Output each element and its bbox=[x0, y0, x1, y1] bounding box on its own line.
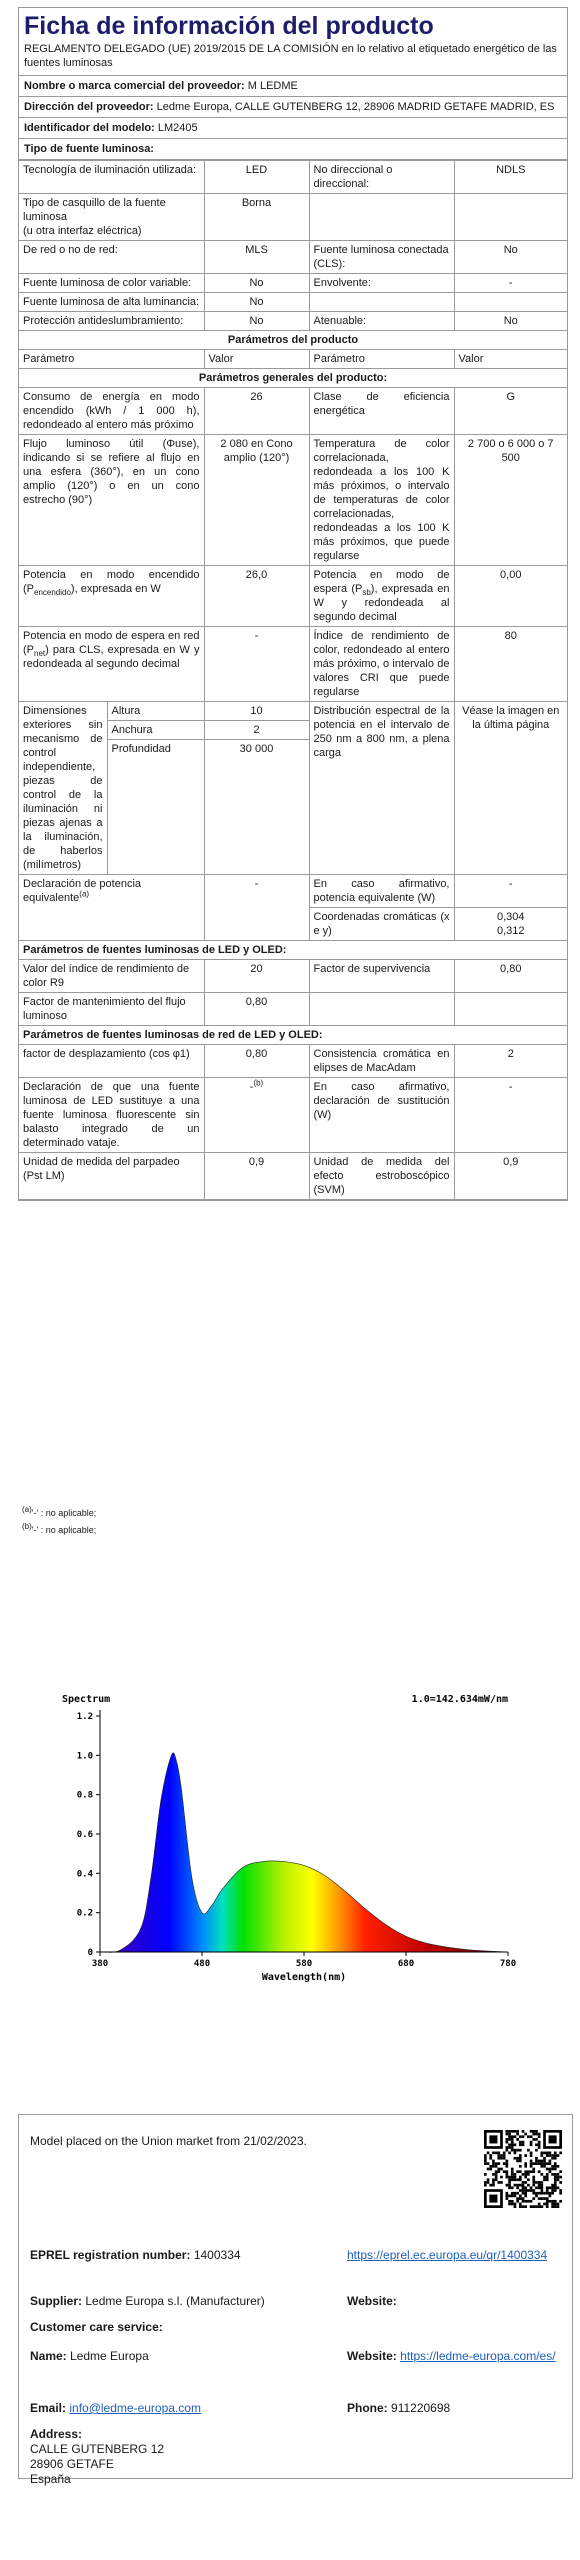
spec-table bbox=[19, 160, 567, 1200]
care-website-link[interactable]: https://ledme-europa.com/es/ bbox=[400, 2349, 556, 2363]
spd-value: Véase la imagen en la última página bbox=[454, 702, 567, 875]
market-date-text: Model placed on the Union market from 21/02/2023. bbox=[30, 2134, 307, 2148]
x-tick-label: 380 bbox=[91, 1959, 109, 1969]
coord-label: Coordenadas cromáticas (x e y) bbox=[309, 908, 454, 941]
source-type-row bbox=[19, 194, 567, 241]
r9-label: Valor del índice de rendimiento de color R9 bbox=[19, 960, 204, 993]
y-tick-label: 1.2 bbox=[76, 1712, 93, 1722]
source-value-2 bbox=[454, 293, 567, 312]
source-label-2 bbox=[309, 194, 454, 241]
x-axis-label: Wavelength(nm) bbox=[261, 1972, 347, 1983]
consumo-value: 26 bbox=[204, 388, 309, 435]
footnote-b: $^{(b)}$'-' : no aplicable; bbox=[22, 1522, 97, 1535]
x-tick-label: 580 bbox=[295, 1959, 313, 1969]
sust-value: -$^{(b)}$ bbox=[204, 1078, 309, 1153]
col-value-1: Valor bbox=[204, 350, 309, 369]
col-param-1: Parámetro bbox=[19, 350, 204, 369]
supplier-brand-value: M LEDME bbox=[247, 80, 298, 92]
pot-net-value: - bbox=[204, 627, 309, 702]
website-label: Website: bbox=[347, 2294, 397, 2308]
spectrum-chart bbox=[60, 1680, 520, 2020]
y-tick-label: 0.6 bbox=[76, 1830, 93, 1840]
afirm-label: En caso afirmativo, potencia equivalente (W) bbox=[309, 875, 454, 908]
supplier-address-row bbox=[19, 97, 567, 118]
svm-label: Unidad de medida del efecto estroboscópico (SVM) bbox=[309, 1153, 454, 1200]
eprel-reg-value: 1400334 bbox=[193, 2248, 241, 2262]
source-type-row bbox=[19, 293, 567, 312]
source-label-2: No direccional o direccional: bbox=[309, 161, 454, 194]
pot-on-value: 26,0 bbox=[204, 566, 309, 627]
product-params-title: Parámetros del producto bbox=[19, 331, 567, 350]
temp-value: 2 700 o 6 000 o 7 500 bbox=[454, 435, 567, 566]
x-tick-label: 780 bbox=[499, 1959, 517, 1969]
desp-value: 0,80 bbox=[204, 1045, 309, 1078]
supplier-address-value: Ledme Europa, CALLE GUTENBERG 12, 28906 MADRID GETAFE MADRID, ES bbox=[156, 101, 555, 113]
model-id-row bbox=[19, 118, 567, 139]
source-label-2 bbox=[309, 293, 454, 312]
spd-label: Distribución espectral de la potencia en el intervalo de 250 nm a 800 nm, a plena carga bbox=[309, 702, 454, 875]
source-value-2: No bbox=[454, 241, 567, 274]
page-title: Ficha de información del producto bbox=[24, 12, 434, 40]
coord-value: 0,304 0,312 bbox=[454, 908, 567, 941]
pot-net-label: Potencia en modo de espera en red $(P_{net})$ para CLS, expresada en W y redondeada al segundo decimal bbox=[19, 627, 204, 702]
y-tick-label: 0.2 bbox=[76, 1908, 93, 1919]
consist-label: Consistencia cromática en elipses de MacAdam bbox=[309, 1045, 454, 1078]
dimensions-label: Dimensiones exteriores sin mecanismo de control independiente, piezas de control de la iluminación ni piezas ajenas a la iluminación, de haberlos (milímetros) bbox=[19, 702, 107, 874]
sust-afirm-value: - bbox=[454, 1078, 567, 1153]
cri-value: 80 bbox=[454, 627, 567, 702]
surv-label: Factor de supervivencia bbox=[309, 960, 454, 993]
source-value: MLS bbox=[204, 241, 309, 274]
maint-label: Factor de mantenimiento del flujo luminoso bbox=[19, 993, 204, 1026]
source-value: Borna bbox=[204, 194, 309, 241]
eprel-panel bbox=[18, 2114, 573, 2486]
cri-label: Índice de rendimiento de color, redondeado al entero más próximo, o intervalo de valores CRI que puede regularse bbox=[309, 627, 454, 702]
eprel-reg: EPREL registration number: 1400334 bbox=[30, 2248, 241, 2262]
pst-value: 0,9 bbox=[204, 1153, 309, 1200]
svm-value: 0,9 bbox=[454, 1153, 567, 1200]
clase-label: Clase de eficiencia energética bbox=[309, 388, 454, 435]
care-name: Name: Ledme Europa bbox=[30, 2349, 149, 2363]
footnotes bbox=[22, 1505, 96, 1539]
dim-ancho-value: 2 bbox=[205, 721, 309, 740]
source-label: Fuente luminosa de color variable: bbox=[19, 274, 204, 293]
product-information-sheet bbox=[18, 7, 568, 1201]
r9-value: 20 bbox=[204, 960, 309, 993]
source-label: Tipo de casquillo de la fuente luminosa (u otra interfaz eléctrica) bbox=[19, 194, 204, 241]
customer-care-label: Customer care service: bbox=[30, 2320, 163, 2334]
source-label-2: Fuente luminosa conectada (CLS): bbox=[309, 241, 454, 274]
dim-alto-label: Altura bbox=[107, 702, 204, 721]
consist-value: 2 bbox=[454, 1045, 567, 1078]
supplier-brand-label: Nombre o marca comercial del proveedor: bbox=[24, 80, 245, 92]
y-tick-label: 1.0 bbox=[76, 1751, 93, 1762]
qr-code-icon[interactable] bbox=[484, 2130, 562, 2208]
source-value-2: NDLS bbox=[454, 161, 567, 194]
afirm-value: - bbox=[454, 875, 567, 908]
chart-annotation: 1.0=142.634mW/nm bbox=[411, 1694, 508, 1705]
flujo-label: Flujo luminoso útil (Φuse), indicando si se refiere al flujo en una esfera (360°), en un cono amplio (120°) o en un cono estrecho (90°) bbox=[19, 435, 204, 566]
x-tick-label: 480 bbox=[193, 1959, 211, 1969]
care-email: Email: info@ledme-europa.com bbox=[30, 2401, 201, 2415]
source-label: Tecnología de iluminación utilizada: bbox=[19, 161, 204, 194]
pot-sb-label: Potencia en modo de espera $(P_{sb})$, expresada en W y redondeada al segundo decimal bbox=[309, 566, 454, 627]
model-id-label: Identificador del modelo: bbox=[24, 122, 155, 134]
source-type-row bbox=[19, 274, 567, 293]
source-value: No bbox=[204, 312, 309, 331]
care-address: Address: CALLE GUTENBERG 12 28906 GETAFE España bbox=[30, 2427, 165, 2486]
surv-value: 0,80 bbox=[454, 960, 567, 993]
regulation-text: REGLAMENTO DELEGADO (UE) 2019/2015 DE LA COMISIÓN en lo relativo al etiquetado energético de las fuentes luminosas bbox=[19, 42, 567, 76]
source-value-2: - bbox=[454, 274, 567, 293]
source-value-2 bbox=[454, 194, 567, 241]
source-value: No bbox=[204, 293, 309, 312]
desp-label: factor de desplazamiento (cos φ1) bbox=[19, 1045, 204, 1078]
general-params-heading: Parámetros generales del producto: bbox=[19, 369, 567, 388]
source-label-2: Envolvente: bbox=[309, 274, 454, 293]
clase-value: G bbox=[454, 388, 567, 435]
eprel-qr-link[interactable]: https://eprel.ec.europa.eu/qr/1400334 bbox=[347, 2248, 548, 2262]
pot-on-label: Potencia en modo encendido $(P_{encendido})$, expresada en W bbox=[19, 566, 204, 627]
source-type-heading: Tipo de fuente luminosa: bbox=[19, 139, 567, 160]
dimensions-cell bbox=[19, 702, 204, 875]
y-tick-label: 0.4 bbox=[76, 1869, 93, 1880]
dim-prof-label: Profundidad bbox=[111, 743, 171, 755]
source-value: No bbox=[204, 274, 309, 293]
source-label: Protección antideslumbramiento: bbox=[19, 312, 204, 331]
supplier-address-label: Dirección del proveedor: bbox=[24, 101, 154, 113]
dim-alto-value: 10 bbox=[205, 702, 309, 721]
source-type-row bbox=[19, 161, 567, 194]
dim-prof-value: 30 000 bbox=[239, 743, 274, 755]
source-value-2: No bbox=[454, 312, 567, 331]
supplier-line: Supplier: Ledme Europa s.l. (Manufacturer) bbox=[30, 2294, 265, 2308]
source-type-row bbox=[19, 312, 567, 331]
led-params-heading: Parámetros de fuentes luminosas de LED y OLED: bbox=[19, 941, 567, 960]
col-param-2: Parámetro bbox=[309, 350, 454, 369]
care-website: Website: https://ledme-europa.com/es/ bbox=[347, 2349, 556, 2363]
spectrum-area bbox=[100, 1753, 508, 1953]
supplier-brand-row bbox=[19, 76, 567, 97]
pot-sb-value: 0,00 bbox=[454, 566, 567, 627]
source-value: LED bbox=[204, 161, 309, 194]
red-params-heading: Parámetros de fuentes luminosas de red de LED y OLED: bbox=[19, 1026, 567, 1045]
care-email-link[interactable]: info@ledme-europa.com bbox=[69, 2401, 201, 2415]
flujo-value: 2 080 en Cono amplio (120°) bbox=[204, 435, 309, 566]
source-label-2: Atenuable: bbox=[309, 312, 454, 331]
maint-value: 0,80 bbox=[204, 993, 309, 1026]
pst-label: Unidad de medida del parpadeo (Pst LM) bbox=[19, 1153, 204, 1200]
y-tick-label: 0 bbox=[87, 1948, 93, 1958]
temp-label: Temperatura de color correlacionada, redondeada a los 100 K más próximos, o intervalo de temperaturas de color correlacionadas, redondeadas a los 100 K más próximos, que puede regularse bbox=[309, 435, 454, 566]
spectrum-svg bbox=[60, 1680, 520, 2020]
decl-value: - bbox=[204, 875, 309, 941]
dim-ancho-label: Anchura bbox=[107, 721, 204, 740]
chart-title: Spectrum bbox=[62, 1694, 111, 1705]
consumo-label: Consumo de energía en modo encendido (kWh / 1 000 h), redondeado al entero más próximo bbox=[19, 388, 204, 435]
source-type-row bbox=[19, 241, 567, 274]
source-label: Fuente luminosa de alta luminancia: bbox=[19, 293, 204, 312]
decl-label: Declaración de potencia equivalente$^{(a)}$ bbox=[19, 875, 204, 941]
sust-afirm-label: En caso afirmativo, declaración de sustitución (W) bbox=[309, 1078, 454, 1153]
model-id-value: LM2405 bbox=[157, 122, 198, 134]
sust-label: Declaración de que una fuente luminosa de LED sustituye a una fuente luminosa fluorescente sin balasto integrado de un determinado vataje. bbox=[19, 1078, 204, 1153]
source-label: De red o no de red: bbox=[19, 241, 204, 274]
dimensions-values bbox=[204, 702, 309, 875]
y-tick-label: 0.8 bbox=[76, 1790, 93, 1801]
footnote-a: $^{(a)}$'-' : no aplicable; bbox=[22, 1505, 97, 1518]
col-value-2: Valor bbox=[454, 350, 567, 369]
x-tick-label: 680 bbox=[397, 1959, 415, 1969]
care-phone: Phone: 911220698 bbox=[347, 2401, 451, 2415]
